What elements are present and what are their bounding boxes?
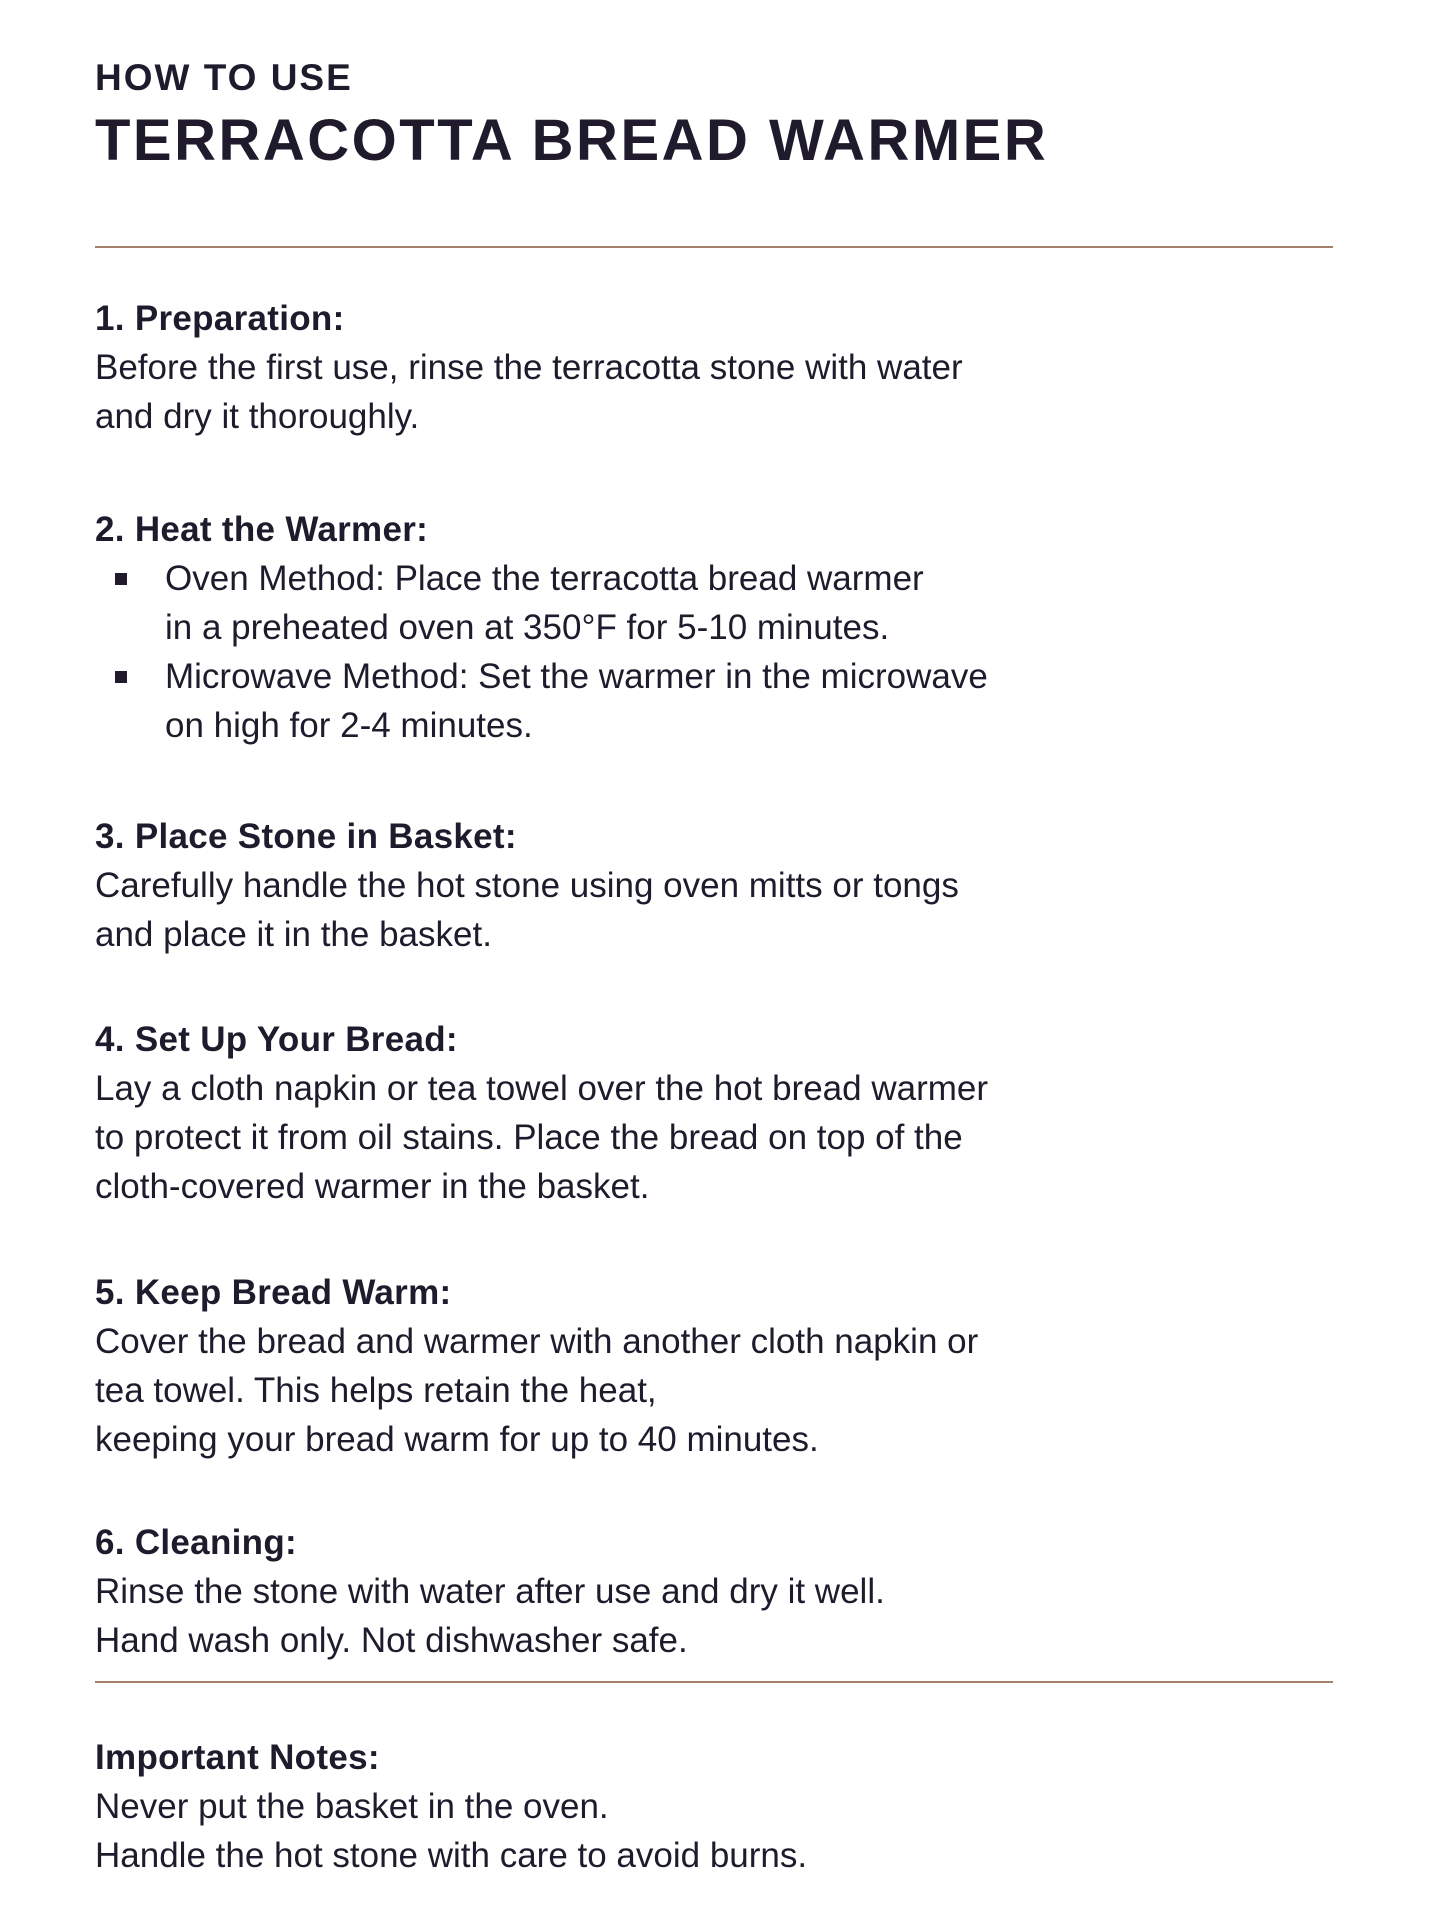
body-line: tea towel. This helps retain the heat,	[95, 1371, 657, 1410]
body-line: keeping your bread warm for up to 40 minutes.	[95, 1420, 819, 1459]
square-bullet-icon	[115, 671, 127, 683]
body-line: Hand wash only. Not dishwasher safe.	[95, 1621, 688, 1660]
section-keep-bread-warm	[95, 1268, 1333, 1464]
page-title: TERRACOTTA BREAD WARMER	[95, 108, 1049, 173]
section-heading: 1. Preparation:	[95, 299, 345, 338]
square-bullet-icon	[115, 573, 127, 585]
section-important-notes	[95, 1733, 1333, 1880]
body-line: Carefully handle the hot stone using oven mitts or tongs	[95, 866, 959, 905]
divider	[95, 246, 1333, 248]
body-line: cloth-covered warmer in the basket.	[95, 1167, 650, 1206]
body-line: Cover the bread and warmer with another cloth napkin or	[95, 1322, 979, 1361]
body-line: Before the first use, rinse the terracotta stone with water	[95, 348, 963, 387]
list-item	[95, 652, 1333, 750]
section-heading: 6. Cleaning:	[95, 1523, 297, 1562]
list-item	[95, 554, 1333, 652]
body-line: and place it in the basket.	[95, 915, 492, 954]
body-line: Microwave Method: Set the warmer in the microwave	[165, 657, 988, 696]
body-line: in a preheated oven at 350°F for 5-10 minutes.	[165, 608, 890, 647]
body-line: Rinse the stone with water after use and dry it well.	[95, 1572, 885, 1611]
section-place-stone-in-basket	[95, 812, 1333, 959]
list-item-text	[165, 554, 924, 652]
body-line: Never put the basket in the oven.	[95, 1787, 609, 1826]
body-line: to protect it from oil stains. Place the bread on top of the	[95, 1118, 963, 1157]
section-heading: Important Notes:	[95, 1738, 380, 1777]
section-heading: 4. Set Up Your Bread:	[95, 1020, 458, 1059]
eyebrow-heading: HOW TO USE	[95, 57, 353, 98]
body-line: Lay a cloth napkin or tea towel over the hot bread warmer	[95, 1069, 988, 1108]
section-set-up-your-bread	[95, 1015, 1333, 1211]
body-line: Oven Method: Place the terracotta bread warmer	[165, 559, 924, 598]
section-preparation	[95, 294, 1333, 441]
section-heat-the-warmer	[95, 505, 1333, 750]
divider	[95, 1681, 1333, 1683]
section-heading: 5. Keep Bread Warm:	[95, 1273, 452, 1312]
section-heading: 3. Place Stone in Basket:	[95, 817, 517, 856]
body-line: and dry it thoroughly.	[95, 397, 420, 436]
list-item-text	[165, 652, 988, 750]
body-line: Handle the hot stone with care to avoid burns.	[95, 1836, 808, 1875]
section-heading: 2. Heat the Warmer:	[95, 510, 429, 549]
body-line: on high for 2-4 minutes.	[165, 706, 533, 745]
section-cleaning	[95, 1518, 1333, 1665]
